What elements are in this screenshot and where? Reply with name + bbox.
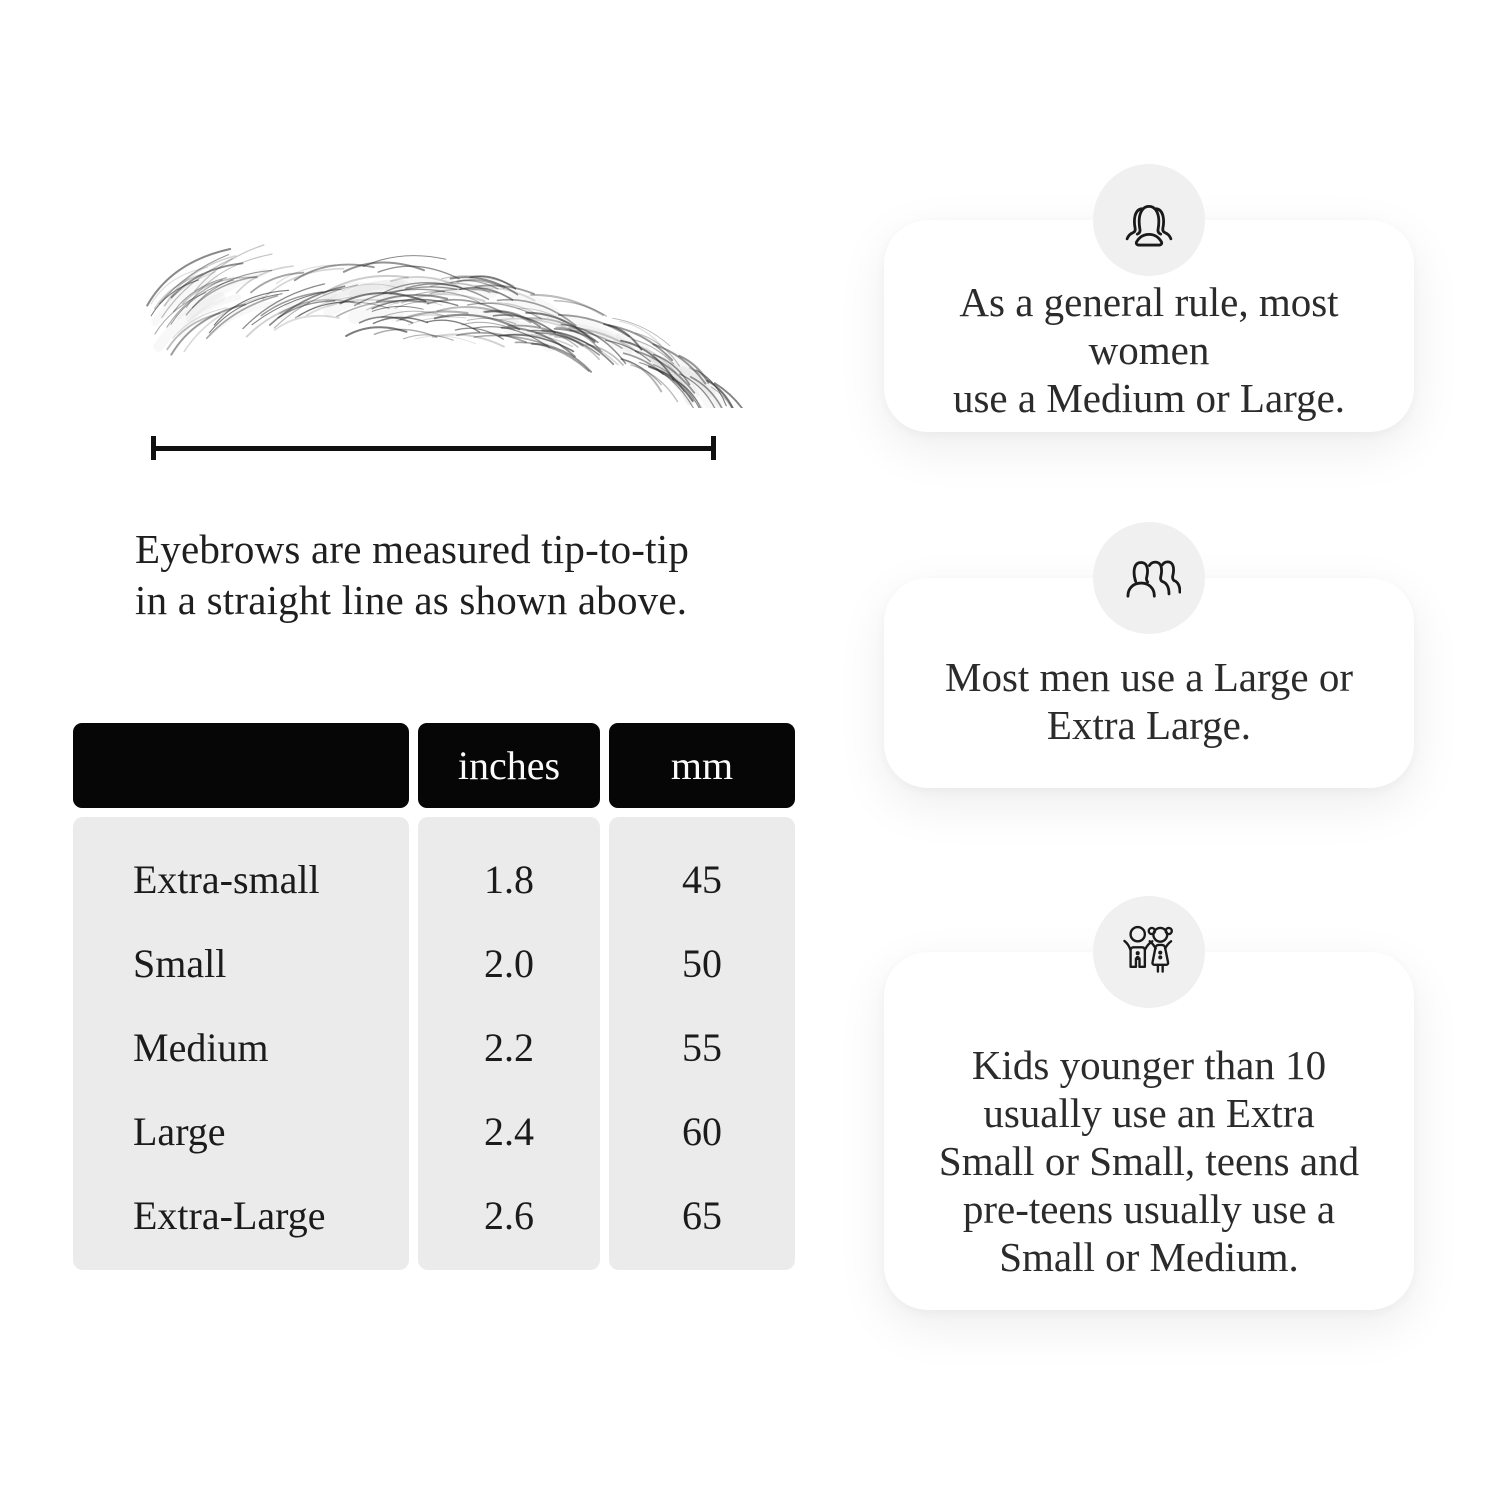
size-label: Extra-Large	[133, 1192, 326, 1238]
children-icon	[1111, 921, 1187, 983]
info-card-women	[884, 220, 1414, 432]
measurement-caption	[135, 524, 775, 626]
card-text-line: pre-teens usually use a	[962, 1186, 1336, 1232]
card-text-line: Small or Medium.	[999, 1234, 1299, 1280]
size-table-header	[73, 723, 795, 808]
card-text-line: usually use an Extra	[983, 1090, 1315, 1136]
size-label: Medium	[133, 1024, 269, 1070]
measurement-line	[151, 436, 716, 460]
caption-line-1: Eyebrows are measured tip-to-tip	[135, 526, 690, 572]
mm-value: 55	[682, 1024, 722, 1070]
inches-value: 2.2	[484, 1024, 534, 1070]
size-column-labels	[73, 817, 409, 1270]
inches-value: 2.0	[484, 940, 534, 986]
mm-value: 60	[682, 1108, 722, 1154]
size-table	[73, 723, 795, 1270]
icon-circle	[1093, 522, 1205, 634]
header-mm-cell: mm	[609, 723, 795, 808]
size-column-mm	[609, 817, 795, 1270]
card-text-line: Extra Large.	[1046, 702, 1252, 748]
size-column-inches	[418, 817, 600, 1270]
mm-value: 65	[682, 1192, 722, 1238]
measurement-bar	[151, 446, 716, 451]
women-group-icon	[1117, 188, 1181, 252]
size-label: Extra-small	[133, 856, 320, 902]
info-card-kids	[884, 952, 1414, 1310]
mm-value: 50	[682, 940, 722, 986]
measurement-tick-right	[711, 436, 716, 460]
card-text-line: Most men use a Large or	[945, 654, 1353, 700]
header-label-cell	[73, 723, 409, 808]
icon-circle	[1093, 896, 1205, 1008]
eyebrow-illustration	[125, 238, 745, 408]
header-inches-cell: inches	[418, 723, 600, 808]
size-label: Large	[133, 1108, 226, 1154]
info-card-men	[884, 578, 1414, 788]
inches-value: 1.8	[484, 856, 534, 902]
icon-circle	[1093, 164, 1205, 276]
card-text-line: As a general rule, most women	[959, 279, 1339, 373]
inches-value: 2.6	[484, 1192, 534, 1238]
men-group-icon	[1117, 546, 1181, 610]
card-text-line: Small or Small, teens and	[938, 1138, 1360, 1184]
inches-value: 2.4	[484, 1108, 534, 1154]
card-text-line: Kids younger than 10	[971, 1042, 1327, 1088]
caption-line-2: in a straight line as shown above.	[135, 577, 688, 623]
card-text-line: use a Medium or Large.	[952, 375, 1346, 421]
size-table-body	[73, 817, 795, 1270]
size-label: Small	[133, 940, 227, 986]
mm-value: 45	[682, 856, 722, 902]
